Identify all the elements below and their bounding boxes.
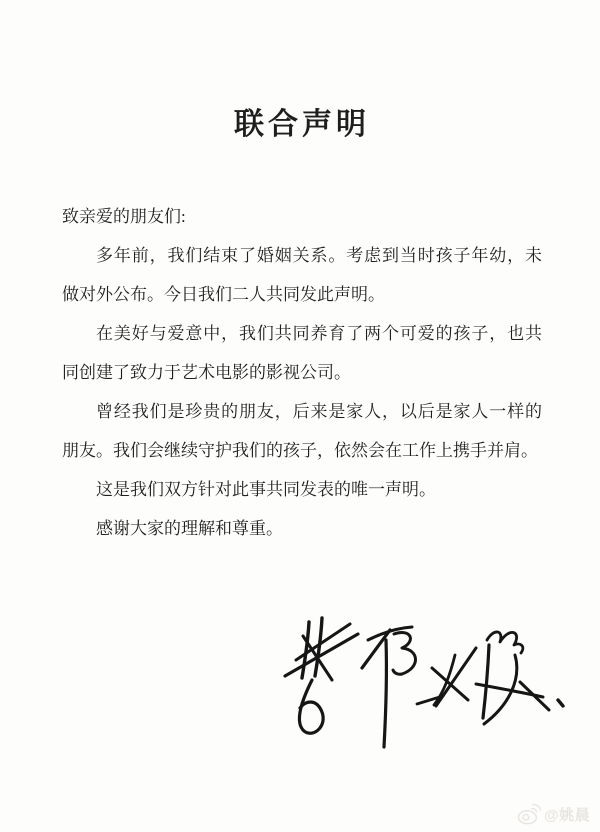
weibo-icon [517, 803, 541, 825]
paragraph-3-line-2: 朋友。我们会继续守护我们的孩子，依然会在工作上携手并肩。 [62, 441, 538, 460]
statement-title: 联合声明 [234, 108, 370, 141]
paragraph-4-line-1: 这是我们双方针对此事共同发表的唯一声明。 [96, 480, 436, 499]
paragraph-3-line-1: 曾经我们是珍贵的朋友，后来是家人，以后是家人一样的 [96, 402, 542, 421]
greeting-line: 致亲爱的朋友们: [62, 207, 186, 226]
statement-body [62, 197, 542, 548]
paragraph-2-line-2: 同创建了致力于艺术电影的影视公司。 [62, 363, 351, 382]
weibo-watermark [517, 803, 590, 825]
paragraph-1-line-2: 做对外公布。今日我们二人共同发此声明。 [62, 285, 385, 304]
paragraph-5-line-1: 感谢大家的理解和尊重。 [96, 519, 283, 538]
paragraph-2-line-1: 在美好与爱意中，我们共同养育了两个可爱的孩子，也共 [96, 324, 542, 343]
signature-strokes [255, 592, 585, 757]
handwritten-signature [255, 592, 585, 757]
paragraph-1-line-1: 多年前，我们结束了婚姻关系。考虑到当时孩子年幼，未 [96, 246, 542, 265]
watermark-username: @姚晨 [544, 806, 591, 824]
